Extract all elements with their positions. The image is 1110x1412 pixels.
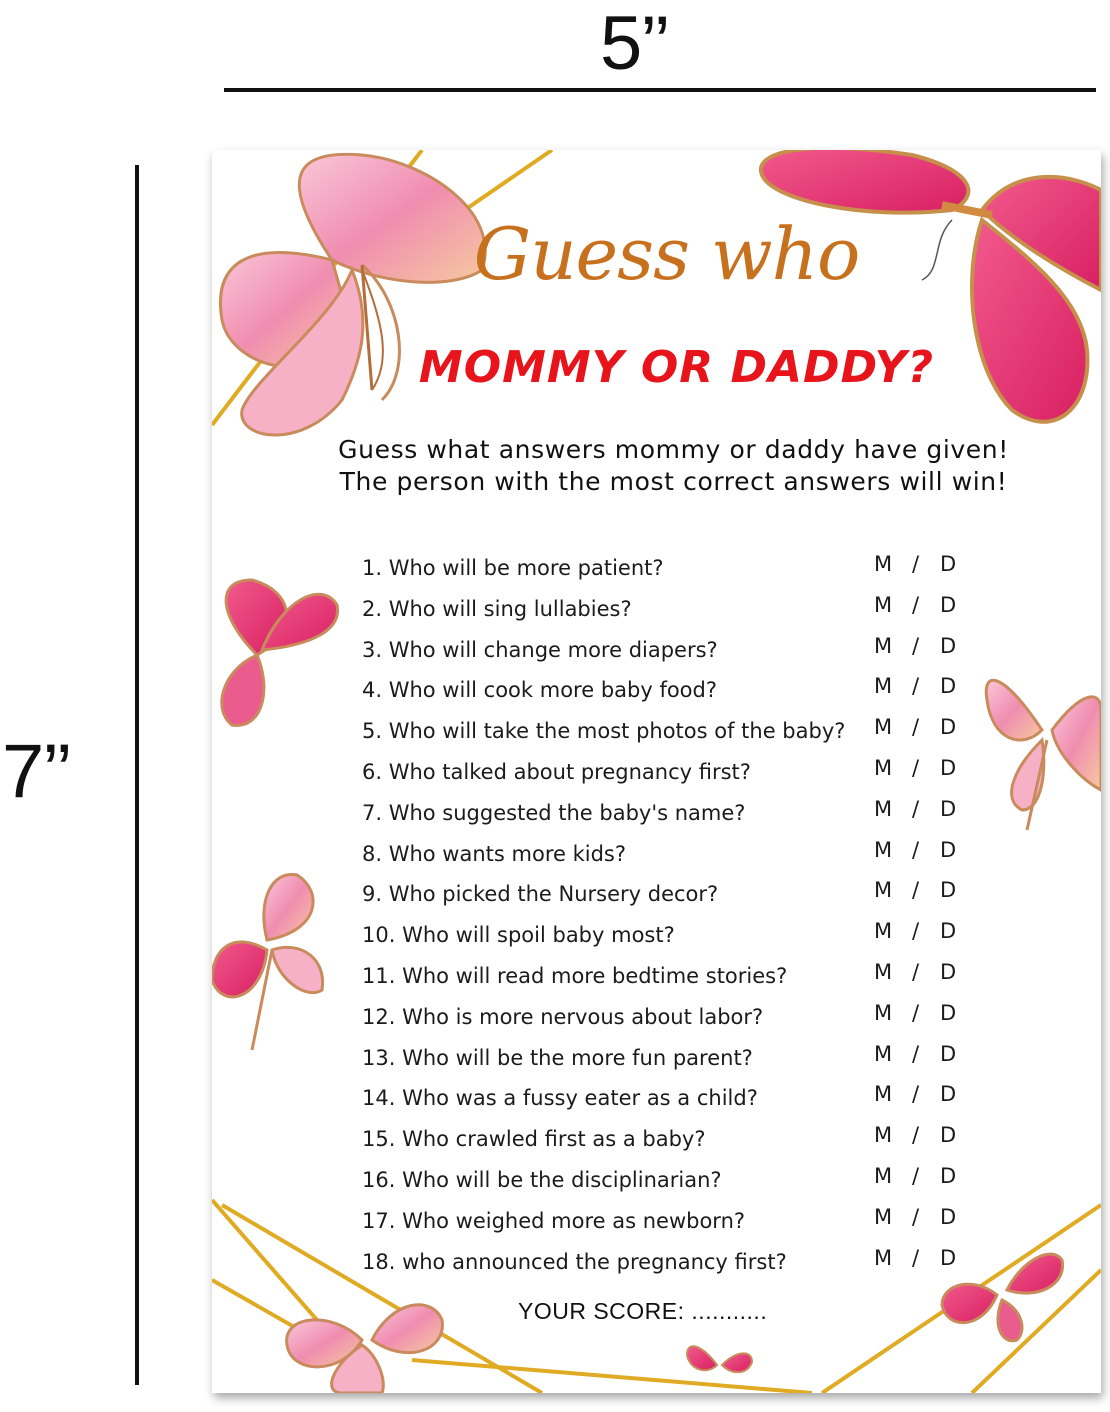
choice-mommy[interactable]: M <box>874 1163 893 1188</box>
choice-mommy[interactable]: M <box>874 878 893 903</box>
width-dimension-line <box>224 88 1096 92</box>
choice-daddy[interactable]: D <box>940 837 957 862</box>
choice-mommy[interactable]: M <box>874 715 893 740</box>
width-dimension-label: 5’’ <box>600 1 669 86</box>
question-text: 15. Who crawled first as a baby? <box>362 1127 706 1152</box>
question-text: 10. Who will spoil baby most? <box>362 923 675 948</box>
choice-daddy[interactable]: D <box>940 1082 957 1107</box>
choice-daddy[interactable]: D <box>940 878 957 903</box>
choice-mommy[interactable]: M <box>874 1082 893 1107</box>
choice-mommy[interactable]: M <box>874 959 893 984</box>
question-text: 17. Who weighed more as newborn? <box>362 1208 746 1233</box>
question-text: 9. Who picked the Nursery decor? <box>362 882 719 907</box>
question-row <box>362 715 982 756</box>
question-row <box>362 593 982 634</box>
choice-separator: / <box>912 1123 920 1148</box>
question-list <box>362 552 982 1286</box>
instructions-line: Guess what answers mommy or daddy have given! <box>338 435 1009 464</box>
question-text: 13. Who will be the more fun parent? <box>362 1045 753 1070</box>
choice-daddy[interactable]: D <box>940 959 957 984</box>
question-row <box>362 838 982 879</box>
butterfly-left-middle-icon <box>222 580 338 725</box>
butterfly-right-middle-icon <box>986 680 1101 830</box>
choice-separator: / <box>912 1000 920 1025</box>
choice-daddy[interactable]: D <box>940 1123 957 1148</box>
choice-separator: / <box>912 715 920 740</box>
question-text: 18. who announced the pregnancy first? <box>362 1249 787 1274</box>
choice-daddy[interactable]: D <box>940 1000 957 1025</box>
choice-daddy[interactable]: D <box>940 1245 957 1270</box>
choice-separator: / <box>912 552 920 576</box>
question-text: 11. Who will read more bedtime stories? <box>362 963 788 988</box>
butterfly-bottom-left-icon <box>287 1305 443 1393</box>
question-row <box>362 1042 982 1083</box>
butterfly-left-lower-icon <box>212 874 323 1050</box>
question-row <box>362 1082 982 1123</box>
question-text: 8. Who wants more kids? <box>362 841 626 866</box>
choice-separator: / <box>912 837 920 862</box>
choice-mommy[interactable]: M <box>874 919 893 944</box>
choice-separator: / <box>912 796 920 821</box>
choice-daddy[interactable]: D <box>940 552 957 576</box>
height-dimension-line <box>135 165 139 1385</box>
question-text: 5. Who will take the most photos of the baby? <box>362 719 846 744</box>
instructions <box>212 434 1101 498</box>
butterfly-bottom-center-icon <box>687 1346 752 1372</box>
instructions-line: The person with the most correct answers will win! <box>339 467 1008 496</box>
choice-separator: / <box>912 633 920 658</box>
question-text: 16. Who will be the disciplinarian? <box>362 1167 722 1192</box>
question-row <box>362 1123 982 1164</box>
question-text: 4. Who will cook more baby food? <box>362 678 718 703</box>
choice-mommy[interactable]: M <box>874 1000 893 1025</box>
question-row <box>362 960 982 1001</box>
choice-separator: / <box>912 1245 920 1270</box>
question-row <box>362 919 982 960</box>
choice-mommy[interactable]: M <box>874 592 893 617</box>
question-row <box>362 1164 982 1205</box>
height-dimension-label: 7’’ <box>2 729 71 814</box>
question-row <box>362 552 982 593</box>
choice-daddy[interactable]: D <box>940 1041 957 1066</box>
choice-separator: / <box>912 592 920 617</box>
choice-mommy[interactable]: M <box>874 1123 893 1148</box>
choice-separator: / <box>912 1082 920 1107</box>
question-text: 3. Who will change more diapers? <box>362 637 718 662</box>
question-text: 2. Who will sing lullabies? <box>362 596 632 621</box>
question-row <box>362 1246 982 1287</box>
question-text: 14. Who was a fussy eater as a child? <box>362 1086 758 1111</box>
choice-mommy[interactable]: M <box>874 837 893 862</box>
choice-mommy[interactable]: M <box>874 796 893 821</box>
choice-separator: / <box>912 919 920 944</box>
main-title: MOMMY OR DADDY? <box>418 342 935 393</box>
choice-daddy[interactable]: D <box>940 919 957 944</box>
choice-daddy[interactable]: D <box>940 755 957 780</box>
question-row <box>362 878 982 919</box>
question-row <box>362 1001 982 1042</box>
choice-separator: / <box>912 1041 920 1066</box>
choice-daddy[interactable]: D <box>940 674 957 699</box>
script-title: Guess who <box>473 212 860 296</box>
choice-separator: / <box>912 1163 920 1188</box>
question-text: 12. Who is more nervous about labor? <box>362 1004 764 1029</box>
choice-mommy[interactable]: M <box>874 755 893 780</box>
choice-mommy[interactable]: M <box>874 552 893 576</box>
choice-daddy[interactable]: D <box>940 715 957 740</box>
choice-mommy[interactable]: M <box>874 1204 893 1229</box>
question-row <box>362 797 982 838</box>
choice-mommy[interactable]: M <box>874 633 893 658</box>
choice-separator: / <box>912 1204 920 1229</box>
choice-separator: / <box>912 959 920 984</box>
choice-separator: / <box>912 878 920 903</box>
question-row <box>362 674 982 715</box>
choice-separator: / <box>912 755 920 780</box>
question-text: 6. Who talked about pregnancy first? <box>362 759 751 784</box>
choice-daddy[interactable]: D <box>940 1163 957 1188</box>
choice-mommy[interactable]: M <box>874 674 893 699</box>
choice-daddy[interactable]: D <box>940 1204 957 1229</box>
question-row <box>362 634 982 675</box>
game-card <box>212 150 1101 1393</box>
question-row <box>362 756 982 797</box>
choice-daddy[interactable]: D <box>940 796 957 821</box>
choice-daddy[interactable]: D <box>940 633 957 658</box>
choice-mommy[interactable]: M <box>874 1041 893 1066</box>
choice-daddy[interactable]: D <box>940 592 957 617</box>
question-text: 7. Who suggested the baby's name? <box>362 800 746 825</box>
question-text: 1. Who will be more patient? <box>362 556 664 580</box>
choice-mommy[interactable]: M <box>874 1245 893 1270</box>
question-row <box>362 1205 982 1246</box>
choice-separator: / <box>912 674 920 699</box>
score-label: YOUR SCORE: ........... <box>518 1298 768 1324</box>
